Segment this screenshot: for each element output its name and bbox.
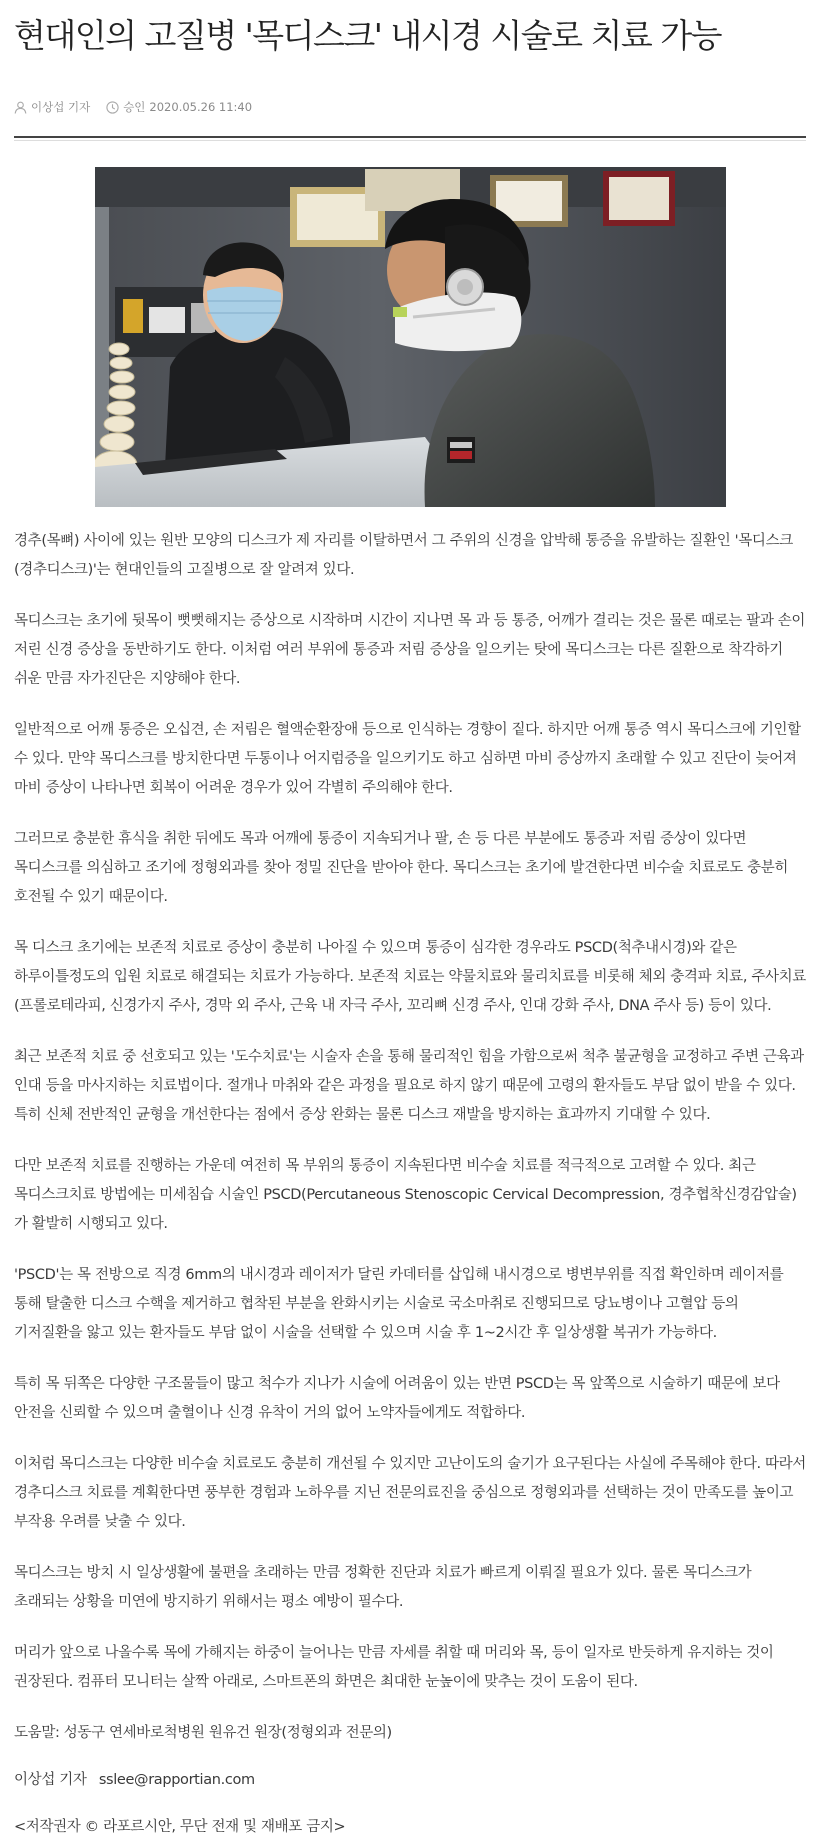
byline [14,1766,806,1795]
person-icon [14,101,27,114]
article-paragraph: 목디스크는 초기에 뒷목이 뻣뻣해지는 증상으로 시작하며 시간이 지나면 목 과 등 통증, 어깨가 결리는 것은 물론 때로는 팔과 손이 저린 신경 증상을 동반하기도 한다. 이처럼 여러 부위에 통증과 저림 증상을 일으키는 탓에 목디스크는 다른 질환으로 착각하기 쉬운 만큼 자가진단은 지양해야 한다. [14,613,806,687]
article-paragraph: 'PSCD'는 목 전방으로 직경 6mm의 내시경과 레이저가 달린 카데터를 삽입해 내시경으로 병변부위를 직접 확인하며 레이저를 통해 탈출한 디스크 수핵을 제거하고 협착된 부분을 완화시키는 시술로 국소마취로 진행되므로 당뇨병이나 고혈압 등의 기저질환을 앓고 있는 환자들도 부담 없이 시술을 선택할 수 있으며 시술 후 1~2시간 후 일상생활 복귀가 가능하다. [14,1267,784,1341]
byline-email[interactable]: sslee@rapportian.com [98,1772,255,1788]
article-paragraph: 머리가 앞으로 나올수록 목에 가해지는 하중이 늘어나는 만큼 자세를 취할 때 머리와 목, 등이 일자로 반듯하게 유지하는 것이 권장된다. 컴퓨터 모니터는 살짝 아래로, 스마트폰의 화면은 최대한 눈높이에 맞추는 것이 도움이 된다. [14,1645,774,1690]
helper-credit: 도움말: 성동구 연세바로척병원 원유건 원장(정형외과 전문의) [14,1725,392,1741]
article-paragraph: 목 디스크 초기에는 보존적 치료로 증상이 충분히 나아질 수 있으며 통증이 심각한 경우라도 PSCD(척추내시경)와 같은 하루이틀정도의 입원 치료로 해결되는 치료가 가능하다. 보존적 치료는 약물치료와 물리치료를 비롯해 체외 충격파 치료, 주사치료(프롤로테라피, 신경가지 주사, 경막 외 주사, 근육 내 자극 주사, 꼬리뼈 신경 주사, 인대 강화 주사, DNA 주사 등) 등이 있다. [14,940,806,1014]
article-paragraph: 최근 보존적 치료 중 선호되고 있는 '도수치료'는 시술자 손을 통해 물리적인 힘을 가함으로써 척추 불균형을 교정하고 주변 근육과 인대 등을 마사지하는 치료법이다. 절개나 마취와 같은 과정을 필요로 하지 않기 때문에 고령의 환자들도 부담 없이 받을 수 있다. 특히 신체 전반적인 균형을 개선한다는 점에서 증상 완화는 물론 디스크 재발을 방지하는 효과까지 기대할 수 있다. [14,1049,804,1123]
article-paragraph: 특히 목 뒤쪽은 다양한 구조물들이 많고 척수가 지나가 시술에 어려움이 있는 반면 PSCD는 목 앞쪽으로 시술하기 때문에 보다 안전을 신뢰할 수 있으며 출혈이나 신경 유착이 거의 없어 노약자들에게도 적합하다. [14,1376,780,1421]
article-paragraph: 다만 보존적 치료를 진행하는 가운데 여전히 목 부위의 통증이 지속된다면 비수술 치료를 적극적으로 고려할 수 있다. 최근 목디스크치료 방법에는 미세침습 시술인 PSCD(Percutaneous Stenoscopic Cervical Decompression, 경추협착신경감압술)가 활발히 시행되고 있다. [14,1158,797,1232]
article-paragraph: 목디스크는 방치 시 일상생활에 불편을 초래하는 만큼 정확한 진단과 치료가 빠르게 이뤄질 필요가 있다. 물론 목디스크가 초래되는 상황을 미연에 방지하기 위해서는 평소 예방이 필수다. [14,1565,752,1610]
reporter-info[interactable] [14,99,90,115]
approved-info [106,99,252,115]
clock-icon [106,101,119,114]
meta-divider [14,136,806,138]
reporter-name: 이상섭 기자 [31,100,91,114]
article-photo[interactable] [95,167,726,507]
article-paragraph: 이처럼 목디스크는 다양한 비수술 치료로도 충분히 개선될 수 있지만 고난이도의 술기가 요구된다는 사실에 주목해야 한다. 따라서 경추디스크 치료를 계획한다면 풍부한 경험과 노하우를 지닌 전문의료진을 중심으로 정형외과를 선택하는 것이 만족도를 높이고 부작용 우려를 낮출 수 있다. [14,1456,806,1530]
article-body [14,527,806,1842]
copyright-notice: <저작권자 © 라포르시안, 무단 전재 및 재배포 금지> [14,1819,346,1835]
meta-divider-thin [14,140,806,141]
article-paragraph: 그러므로 충분한 휴식을 취한 뒤에도 목과 어깨에 통증이 지속되거나 팔, 손 등 다른 부분에도 통증과 저림 증상이 있다면 목디스크를 의심하고 조기에 정형외과를 찾아 정밀 진단을 받아야 한다. 목디스크는 초기에 발견한다면 비수술 치료로도 충분히 호전될 수 있기 때문이다. [14,831,789,905]
article-paragraph: 경추(목뼈) 사이에 있는 원반 모양의 디스크가 제 자리를 이탈하면서 그 주위의 신경을 압박해 통증을 유발하는 질환인 '목디스크(경추디스크)'는 현대인들의 고질병으로 잘 알려져 있다. [14,533,793,578]
article-paragraph: 일반적으로 어깨 통증은 오십견, 손 저림은 혈액순환장애 등으로 인식하는 경향이 짙다. 하지만 어깨 통증 역시 목디스크에 기인할 수 있다. 만약 목디스크를 방치한다면 두통이나 어지럼증을 일으키기도 하고 심하면 마비 증상까지 초래할 수 있고 진단이 늦어져 마비 증상이 나타나면 회복이 어려운 경우가 있어 각별히 주의해야 한다. [14,722,801,796]
article-meta [14,92,806,122]
byline-name: 이상섭 기자 [14,1772,87,1788]
approved-label: 승인 [123,100,146,114]
doctor-and-patient-photo [95,167,726,507]
approved-datetime: 2020.05.26 11:40 [149,100,253,114]
article-title: 현대인의 고질병 '목디스크' 내시경 시술로 치료 가능 [14,16,722,55]
